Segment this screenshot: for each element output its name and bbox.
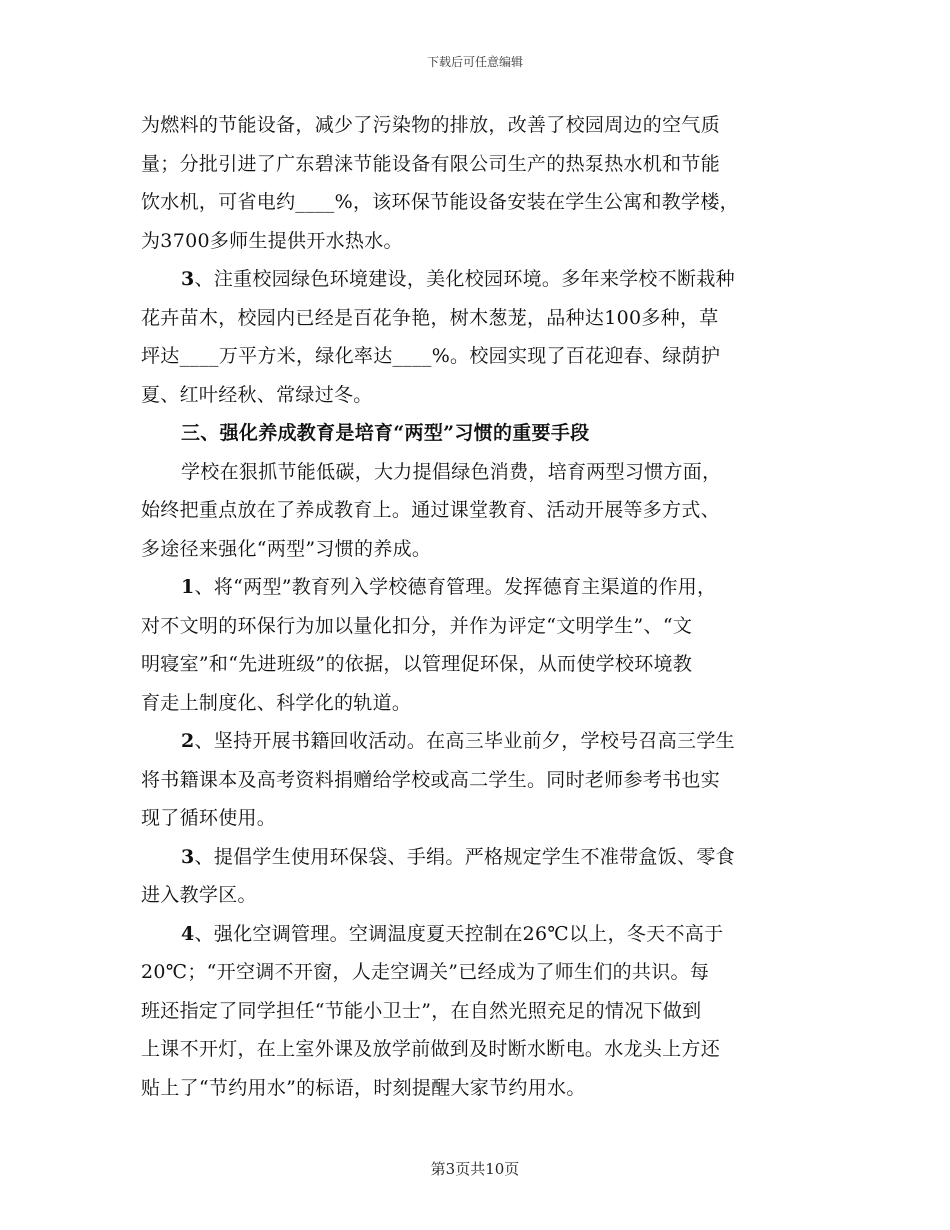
item-text: 、注重校园绿色环境建设，美化校园环境。多年来学校不断栽种: [194, 268, 735, 290]
body-line: 量；分批引进了广东碧涞节能设备有限公司生产的热泵热水机和节能: [141, 152, 721, 175]
numbered-item-line: [141, 568, 809, 607]
body-line: 20℃；“开空调不开窗，人走空调关”已经成为了师生们的共识。每: [141, 961, 710, 983]
numbered-item-line: [141, 915, 809, 954]
item-number: 4: [181, 922, 195, 945]
body-line: 进入教学区。: [141, 884, 257, 906]
body-line: 学校在狠抓节能低碳，大力提倡绿色消费，培育两型习惯方面，: [181, 460, 722, 483]
body-line: 坪达____万平方米，绿化率达____%。校园实现了百花迎春、绿荫护: [141, 345, 721, 367]
item-text: 、强化空调管理。空调温度夏天控制在26℃以上，冬天不高于: [194, 922, 724, 945]
item-text: 、将“两型”教育列入学校德育管理。发挥德育主渠道的作用，: [194, 576, 717, 598]
body-line: 花卉苗木，校园内已经是百花争艳，树木葱茏，品种达100多种，草: [141, 306, 719, 329]
page-footer: 第3页共10页: [430, 1160, 520, 1178]
body-line: 班还指定了同学担任“节能小卫士”，在自然光照充足的情况下做到: [141, 999, 702, 1022]
page-header: 下载后可任意编辑: [426, 55, 523, 69]
item-text: 、提倡学生使用环保袋、手绢。严格规定学生不准带盒饭、零食: [194, 845, 735, 868]
section-heading: 三、强化养成教育是培育“两型”习惯的重要手段: [181, 422, 590, 444]
item-number: 3: [181, 845, 195, 868]
body-line: 育走上制度化、科学化的轨道。: [141, 691, 412, 714]
numbered-item-line: [141, 722, 809, 761]
item-number: 1: [181, 576, 195, 598]
item-number: 2: [181, 730, 195, 752]
body-line: 为3700多师生提供开水热水。: [141, 229, 403, 252]
body-line: 上课不开灯，在上室外课及放学前做到及时断水断电。水龙头上方还: [141, 1038, 721, 1060]
document-body: [141, 106, 809, 1107]
item-number: 3: [181, 268, 195, 290]
body-line: 现了循环使用。: [141, 807, 277, 829]
body-line: 贴上了“节约用水”的标语，时刻提醒大家节约用水。: [141, 1076, 586, 1099]
body-line: 明寝室”和“先进班级”的依据，以管理促环保，从而使学校环境教: [141, 653, 693, 675]
item-text: 、坚持开展书籍回收活动。在高三毕业前夕，学校号召高三学生: [194, 730, 735, 752]
body-line: 将书籍课本及高考资料捐赠给学校或高二学生。同时老师参考书也实: [141, 768, 721, 791]
body-line: 为燃料的节能设备，减少了污染物的排放，改善了校园周边的空气质: [141, 114, 721, 136]
body-line: 始终把重点放在了养成教育上。通过课堂教育、活动开展等多方式、: [141, 499, 721, 521]
numbered-item-line: [141, 838, 809, 877]
numbered-item-line: [141, 260, 809, 299]
body-line: 夏、红叶经秋、常绿过冬。: [141, 383, 373, 406]
body-line: 多途径来强化“两型”习惯的养成。: [141, 537, 432, 560]
body-line: 饮水机，可省电约____%，该环保节能设备安装在学生公寓和教学楼，: [141, 191, 739, 213]
body-line: 对不文明的环保行为加以量化扣分，并作为评定“文明学生”、“文: [141, 614, 693, 637]
